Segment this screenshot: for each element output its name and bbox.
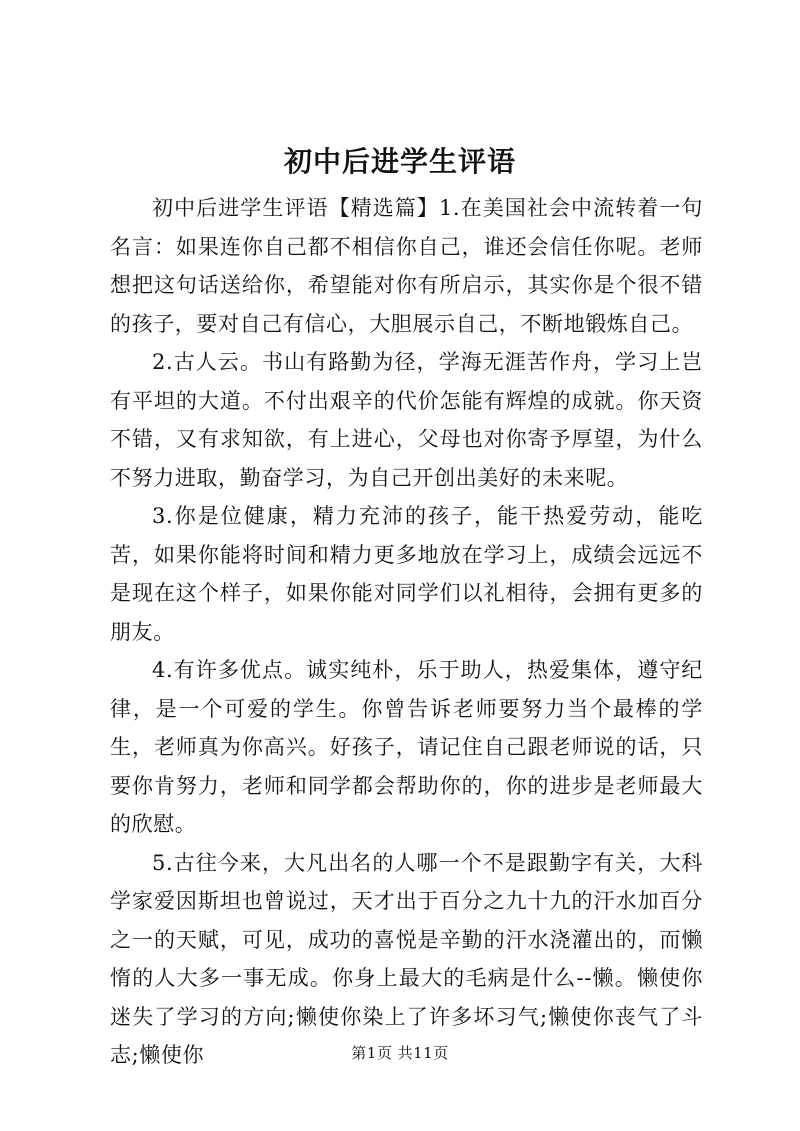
paragraph-2: 2.古人云。书山有路勤为径，学海无涯苦作舟，学习上岂有平坦的大道。不付出艰辛的代价怎能有辉煌的成就。你天资不错，又有求知欲，有上进心，父母也对你寄予厚望，为什么不努力进取，勤奋学习，为自己开创出美好的未来呢。 [110, 350, 703, 490]
document-title: 初中后进学生评语 [283, 145, 516, 178]
document-body [110, 189, 703, 1075]
paragraph-3: 3.你是位健康，精力充沛的孩子，能干热爱劳动，能吃苦，如果你能将时间和精力更多地放在学习上，成绩会远远不是现在这个样子，如果你能对同学们以礼相待，会拥有更多的朋友。 [110, 504, 703, 644]
paragraph-1: 初中后进学生评语【精选篇】1.在美国社会中流转着一句名言：如果连你自己都不相信你自己，谁还会信任你呢。老师想把这句话送给你，希望能对你有所启示，其实你是个很不错的孩子，要对自己有信心，大胆展示自己，不断地锻炼自己。 [110, 196, 703, 336]
page-indicator: 第1页 共11页 [351, 1044, 449, 1062]
paragraph-4: 4.有许多优点。诚实纯朴，乐于助人，热爱集体，遵守纪律，是一个可爱的学生。你曾告诉老师要努力当个最棒的学生，老师真为你高兴。好孩子，请记住自己跟老师说的话，只要你肯努力，老师和同学都会帮助你的，你的进步是老师最大的欣慰。 [110, 658, 703, 836]
paragraph-5: 5.古往今来，大凡出名的人哪一个不是跟勤字有关，大科学家爱因斯坦也曾说过，天才出于百分之九十九的汗水加百分之一的天赋，可见，成功的喜悦是辛勤的汗水浇灌出的，而懒惰的人大多一事无成。你身上最大的毛病是什么--懒。懒使你迷失了学习的方向;懒使你染上了许多坏习气;懒使你丧气了斗志;懒使你 [110, 850, 703, 1067]
